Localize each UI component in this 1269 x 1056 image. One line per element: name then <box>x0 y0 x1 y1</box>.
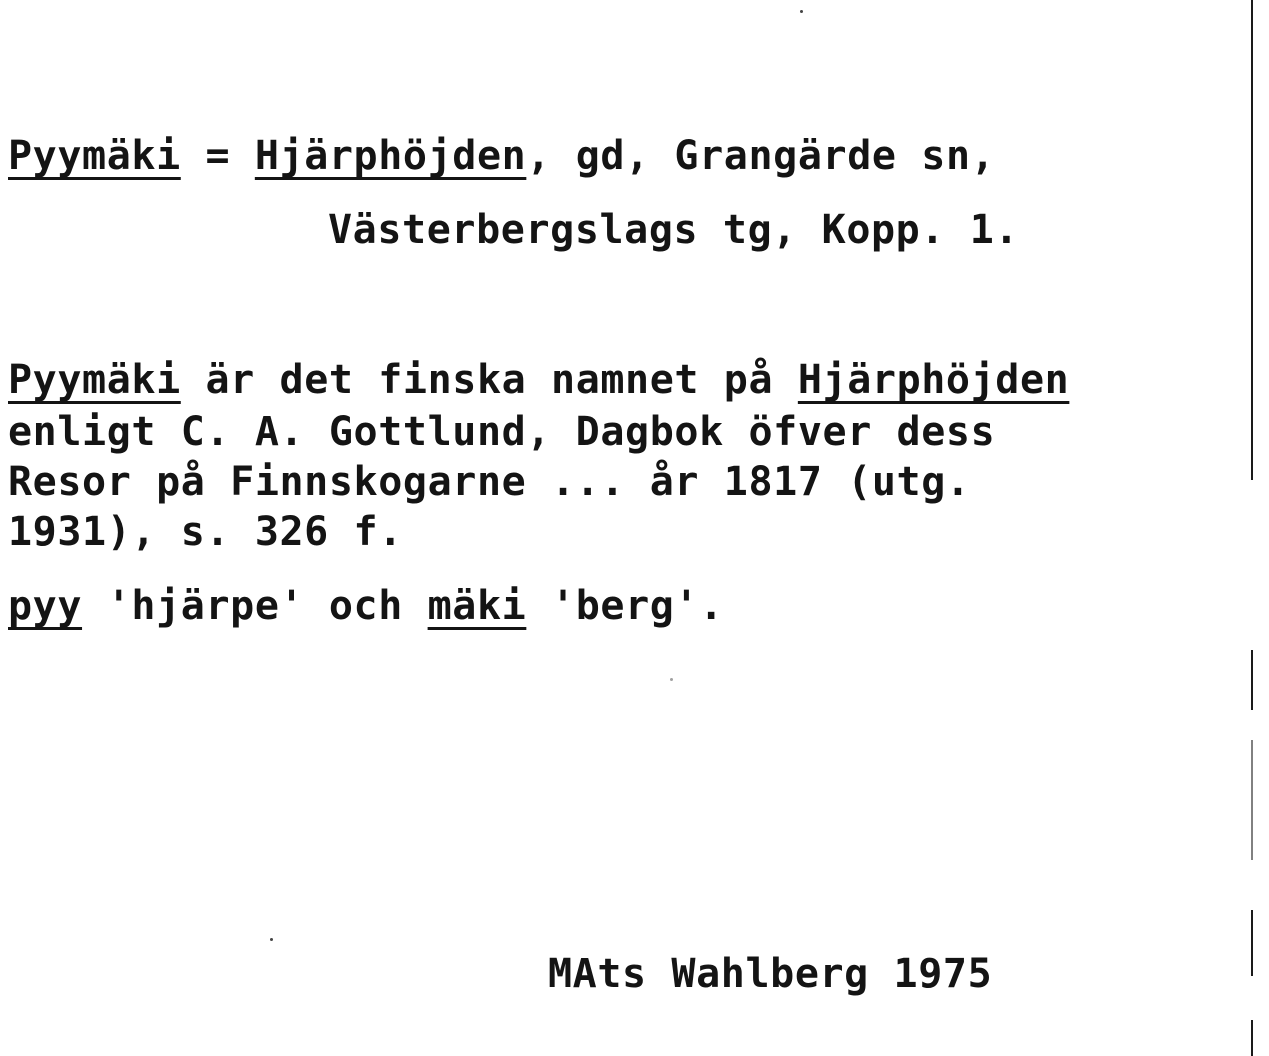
signature: MAts Wahlberg 1975 <box>548 951 993 997</box>
heading-rest: , gd, Grangärde sn, <box>526 133 996 179</box>
body-line-1 <box>8 356 1069 404</box>
heading-line-2: Västerbergslags tg, Kopp. 1. <box>328 207 1020 253</box>
etymology-gloss-2: 'berg'. <box>526 583 724 629</box>
card-edge-line <box>1251 0 1253 480</box>
card-edge-line <box>1251 740 1253 860</box>
scan-speck <box>270 938 273 941</box>
heading-equals: = <box>180 133 255 179</box>
body-line-4: 1931), s. 326 f. <box>8 509 403 555</box>
body-term: Pyymäki <box>8 357 181 403</box>
body-line-2: enligt C. A. Gottlund, Dagbok öfver dess <box>8 409 996 455</box>
etymology-word-1: pyy <box>8 583 83 629</box>
card-edge-line <box>1251 650 1253 710</box>
body-line-3: Resor på Finnskogarne ... år 1817 (utg. <box>8 459 971 505</box>
etymology-line <box>8 582 724 630</box>
etymology-gloss-1: 'hjärpe' och <box>82 583 428 629</box>
scan-speck <box>670 678 673 681</box>
body-text: är det finska namnet på <box>180 357 798 403</box>
heading-target: Hjärphöjden <box>254 133 527 179</box>
heading-line-1 <box>8 132 995 180</box>
card-edge-line <box>1251 910 1253 976</box>
heading-term: Pyymäki <box>8 133 181 179</box>
body-target: Hjärphöjden <box>797 357 1070 403</box>
card-edge-line <box>1251 1020 1253 1056</box>
scan-speck <box>800 10 803 13</box>
etymology-word-2: mäki <box>427 583 527 629</box>
